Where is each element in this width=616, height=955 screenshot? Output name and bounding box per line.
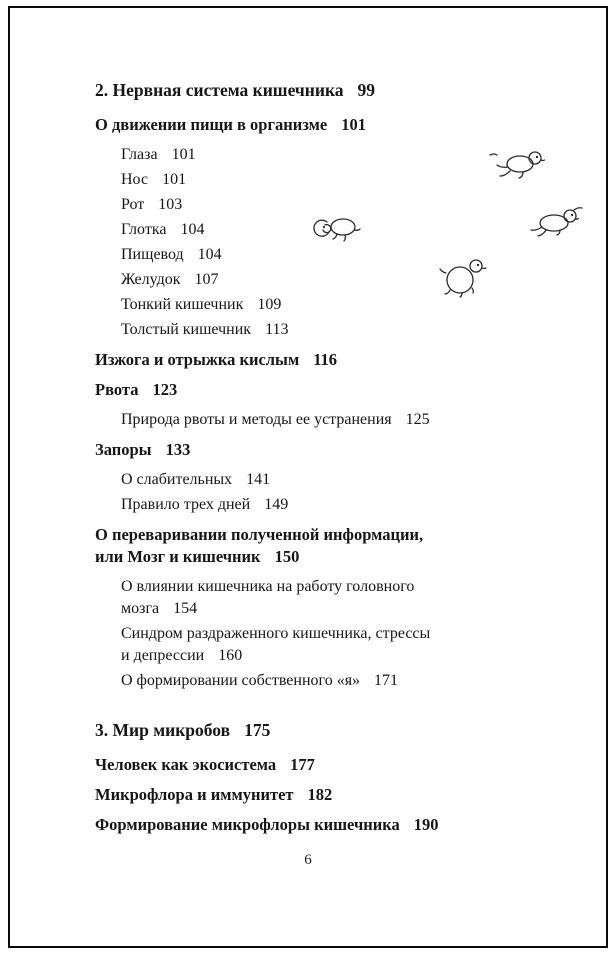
toc-entry-page-number: 101 <box>171 146 196 163</box>
swimming-microbe-doodle-2 <box>524 202 586 238</box>
toc-entry-page-number: 101 <box>341 115 366 134</box>
toc-entry-sub <box>95 670 545 692</box>
toc-entry-label: Глаза <box>121 146 158 163</box>
toc-entry-section <box>95 784 545 806</box>
toc-entry-label: Пищевод <box>121 246 184 263</box>
toc-entry-page-number: 116 <box>313 350 338 369</box>
toc-entry-label: Глотка <box>121 221 167 238</box>
toc-entry-section <box>95 114 545 136</box>
toc-entry-sub <box>95 144 545 166</box>
toc-entry-section <box>95 349 545 371</box>
toc-entry-page-number: 104 <box>197 246 222 263</box>
toc-entry-section <box>95 754 545 776</box>
toc-entry-page-number: 149 <box>264 496 289 513</box>
toc-entry-page-number: 175 <box>244 720 271 740</box>
toc-entry-page-number: 101 <box>162 171 187 188</box>
toc-entry-label: Формирование микрофлоры кишечника <box>95 815 400 834</box>
toc-entry-label: Желудок <box>121 271 181 288</box>
toc-entry-page-number: 141 <box>246 471 271 488</box>
toc-entry-page-number: 154 <box>173 600 198 617</box>
toc-entry-chapter <box>95 718 545 742</box>
spiral-face-microbe-doodle <box>311 208 363 242</box>
toc-entry-label: О движении пищи в организме <box>95 115 328 134</box>
toc-entry-sub <box>95 469 545 491</box>
toc-entry-sub <box>95 623 545 667</box>
toc-entry-page-number: 190 <box>413 815 439 834</box>
toc-entry-label: Нос <box>121 171 149 188</box>
table-of-contents <box>95 78 545 844</box>
toc-entry-label: Синдром раздраженного кишечника, стрессы и депрессии <box>121 625 431 664</box>
toc-entry-label: Природа рвоты и методы ее устранения <box>121 411 392 428</box>
toc-entry-section <box>95 814 545 836</box>
toc-entry-sub <box>95 576 545 620</box>
toc-entry-label: Изжога и отрыжка кислым <box>95 350 300 369</box>
toc-entry-label: Тонкий кишечник <box>121 296 244 313</box>
toc-entry-page-number: 133 <box>165 440 191 459</box>
toc-entry-page-number: 113 <box>265 321 289 338</box>
toc-entry-chapter <box>95 78 545 102</box>
toc-entry-label: О переваривании полученной информации, или Мозг и кишечник <box>95 525 424 566</box>
toc-entry-page-number: 107 <box>194 271 219 288</box>
swimming-microbe-doodle-1 <box>487 145 547 179</box>
toc-entry-label: Толстый кишечник <box>121 321 252 338</box>
toc-entry-label: Рвота <box>95 380 139 399</box>
toc-entry-sub <box>95 409 545 431</box>
toc-entry-page-number: 103 <box>158 196 183 213</box>
toc-entry-page-number: 177 <box>290 755 315 774</box>
toc-entry-page-number: 160 <box>218 647 243 664</box>
toc-entry-label: 2. Нервная система кишечника <box>95 80 344 100</box>
toc-entry-page-number: 109 <box>257 296 282 313</box>
toc-entry-section <box>95 439 545 461</box>
toc-entry-label: Человек как экосистема <box>95 755 277 774</box>
toc-entry-label: Запоры <box>95 440 152 459</box>
toc-entry-page-number: 123 <box>152 380 178 399</box>
toc-entry-page-number: 171 <box>374 672 399 689</box>
toc-entry-label: Микрофлора и иммунитет <box>95 785 294 804</box>
toc-entry-label: О формировании собственного «я» <box>121 672 361 689</box>
toc-entry-section <box>95 379 545 401</box>
toc-entry-page-number: 104 <box>180 221 205 238</box>
toc-entry-page-number: 150 <box>274 547 300 566</box>
page-number: 6 <box>304 852 312 868</box>
toc-entry-label: О влиянии кишечника на работу головного мозга <box>121 578 415 617</box>
round-body-microbe-doodle <box>436 254 492 298</box>
toc-entry-sub <box>95 319 545 341</box>
toc-entry-label: О слабительных <box>121 471 233 488</box>
toc-entry-page-number: 99 <box>357 80 376 100</box>
toc-entry-page-number: 125 <box>405 411 430 428</box>
toc-entry-label: Правило трех дней <box>121 496 251 513</box>
toc-entry-sub <box>95 169 545 191</box>
toc-entry-section <box>95 524 545 568</box>
toc-entry-label: 3. Мир микробов <box>95 720 231 740</box>
toc-entry-label: Рот <box>121 196 145 213</box>
toc-entry-page-number: 182 <box>307 785 333 804</box>
toc-entry-sub <box>95 494 545 516</box>
